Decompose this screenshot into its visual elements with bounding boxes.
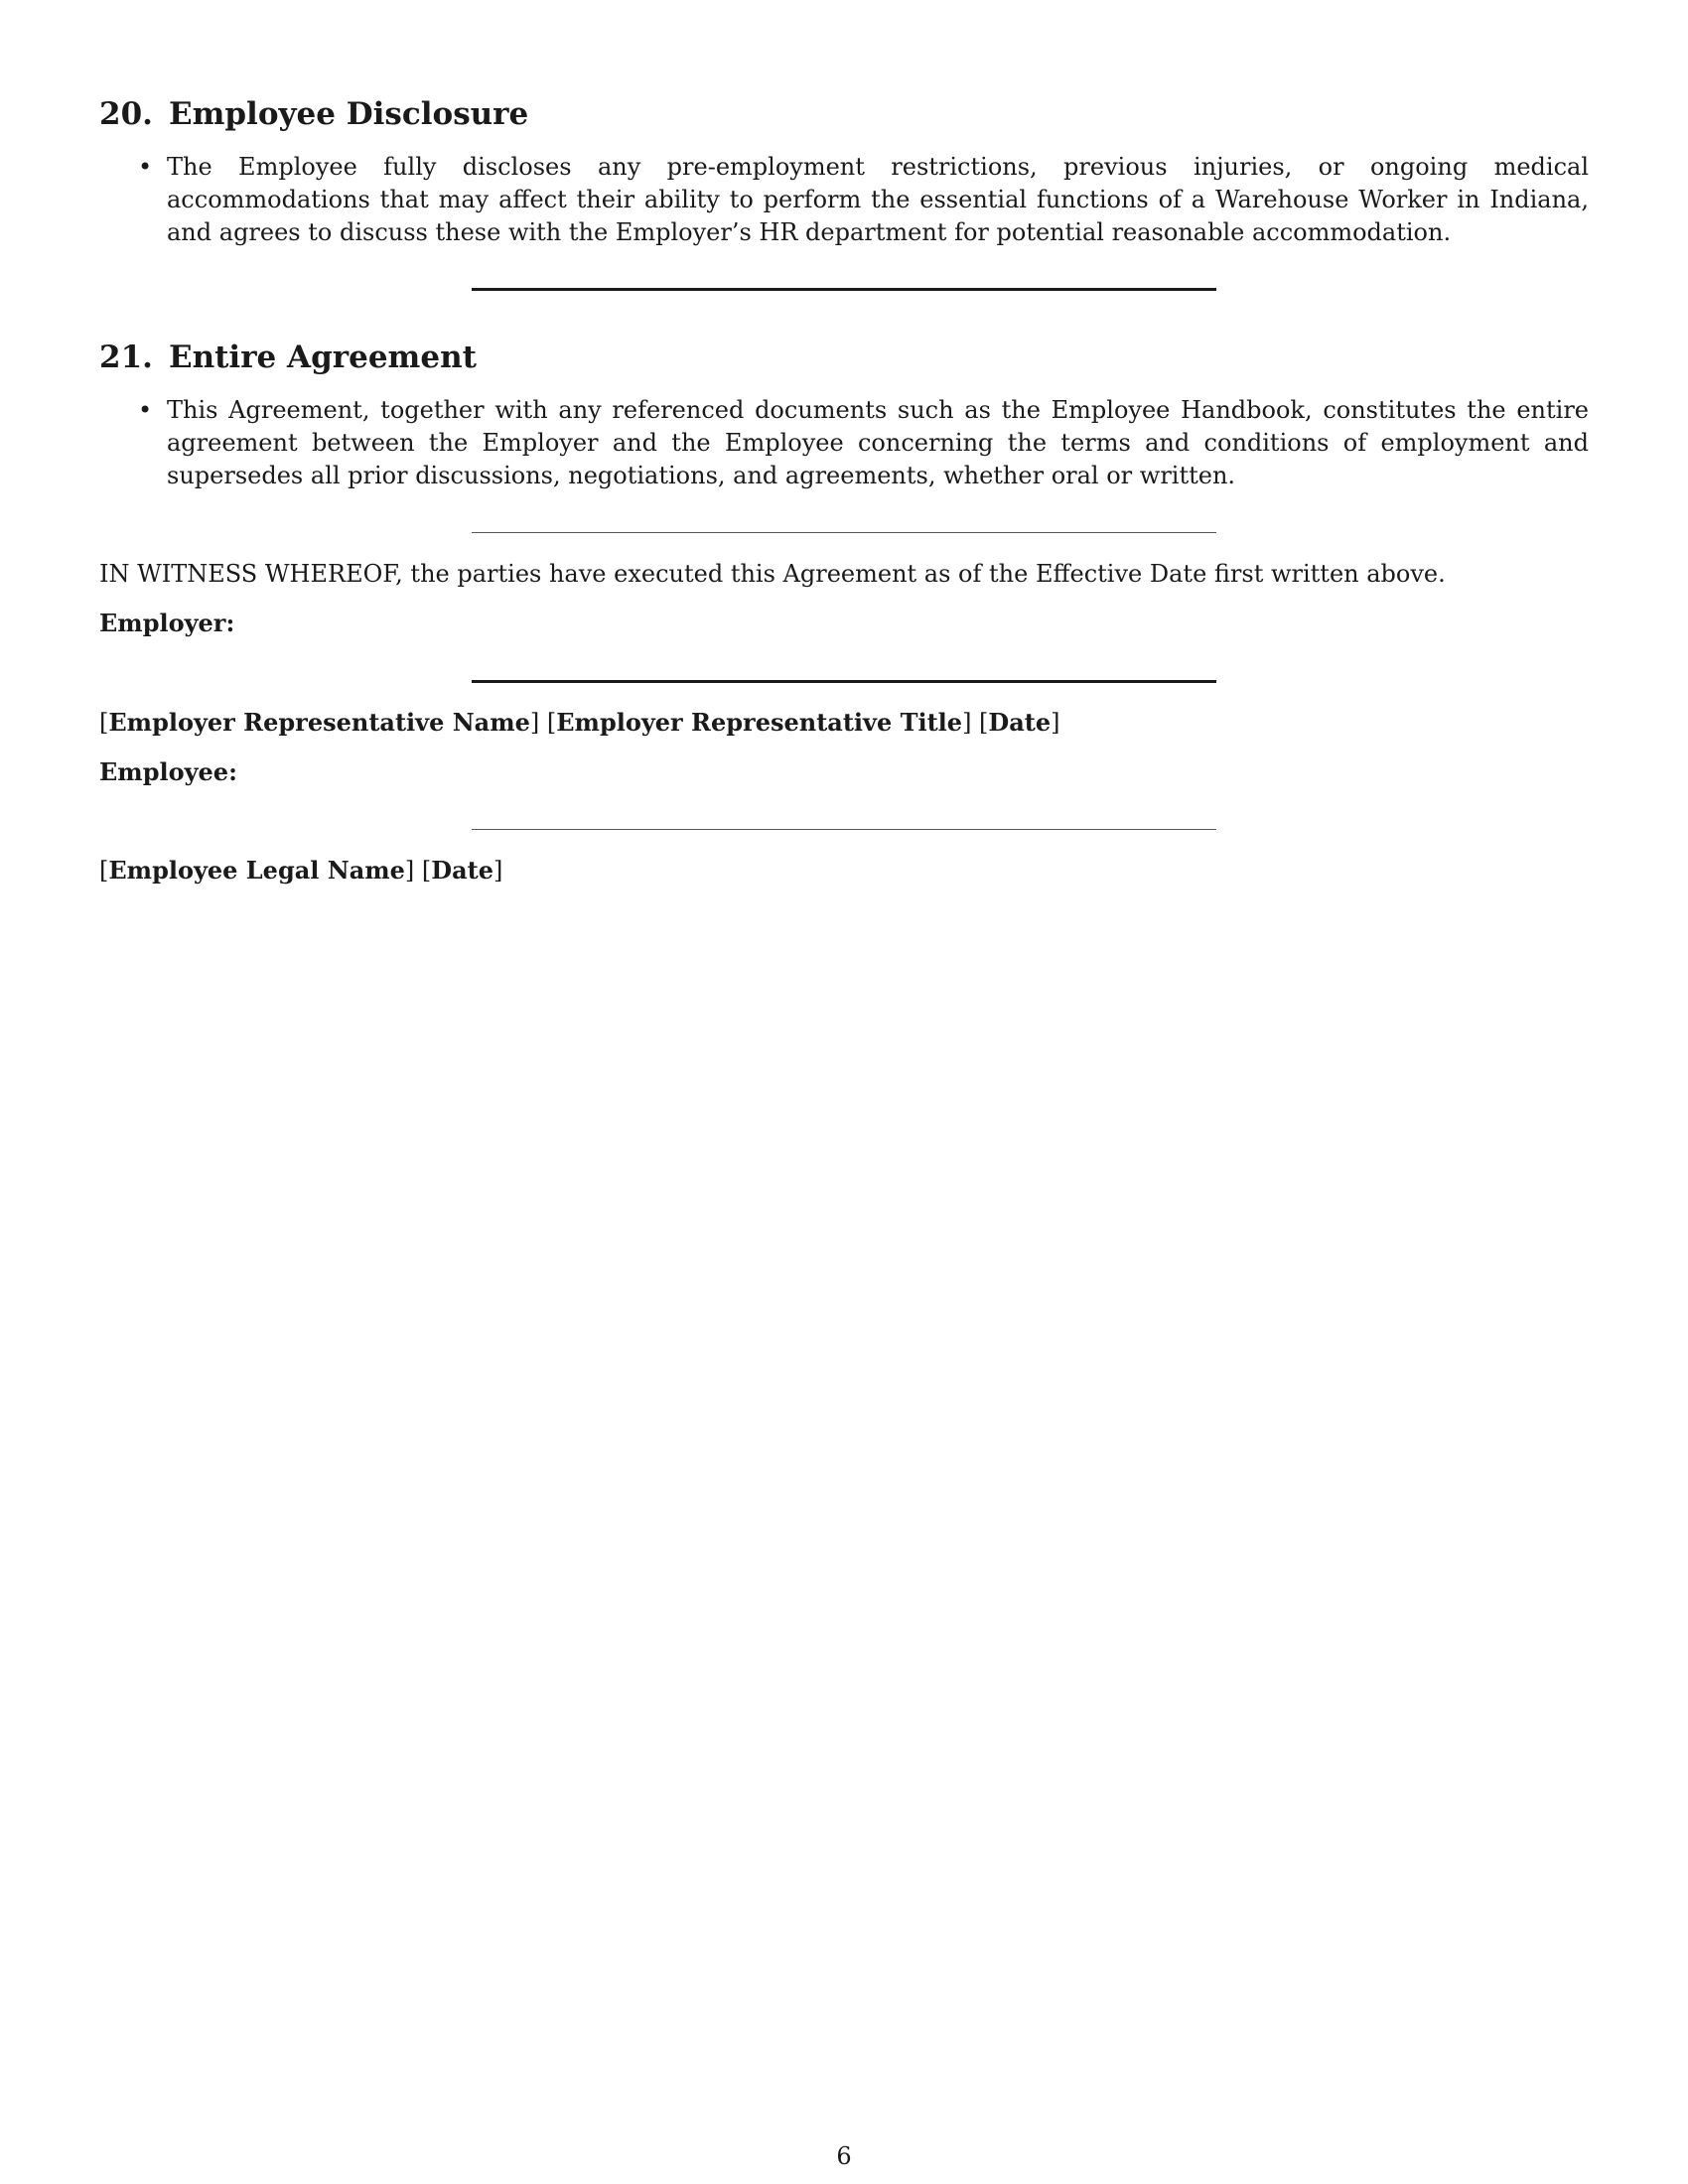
employee-date: Date	[431, 856, 493, 885]
section-title: Employee Disclosure	[168, 96, 529, 132]
section-20-text: The Employee fully discloses any pre-employment restrictions, previous injuries, or ongoing medical accommodations that may affect their ability to perform the essential functions of a Warehouse Worker in Indiana, and agrees to discuss these with the Employer’s HR department for potential reasonable accommodation.	[167, 153, 1589, 246]
bullet-dot: •	[138, 396, 153, 424]
employer-signature-caption: [Employer Representative Name] [Employer Representative Title] [Date]	[99, 708, 1060, 737]
document-page	[99, 0, 1589, 2184]
section-number: 20.	[99, 96, 153, 132]
section-number: 21.	[99, 340, 153, 375]
section-21-text: This Agreement, together with any referenced documents such as the Employee Handbook, constitutes the entire agreement between the Employer and the Employee concerning the terms and conditions of employment and supersedes all prior discussions, negotiations, and agreements, whether oral or written.	[167, 396, 1589, 489]
section-title: Entire Agreement	[168, 340, 477, 375]
section-heading-21	[99, 338, 477, 377]
employee-legal-name: Employee Legal Name	[108, 856, 405, 885]
bullet-dot: •	[138, 153, 153, 181]
section-divider	[472, 288, 1216, 291]
witness-statement: IN WITNESS WHEREOF, the parties have executed this Agreement as of the Effective Date first written above.	[99, 560, 1446, 588]
employee-signature-caption: [Employee Legal Name] [Date]	[99, 856, 503, 885]
employer-date: Date	[988, 708, 1052, 737]
employer-label: Employer:	[99, 609, 235, 637]
employee-label: Employee:	[99, 757, 237, 786]
section-heading-20	[99, 94, 528, 134]
section-divider	[472, 532, 1216, 533]
employer-rep-name: Employer Representative Name	[108, 708, 530, 737]
employer-signature-line	[472, 680, 1216, 683]
employer-rep-title: Employer Representative Title	[556, 708, 963, 737]
page-number: 6	[836, 2142, 852, 2170]
employee-signature-line	[472, 829, 1216, 830]
